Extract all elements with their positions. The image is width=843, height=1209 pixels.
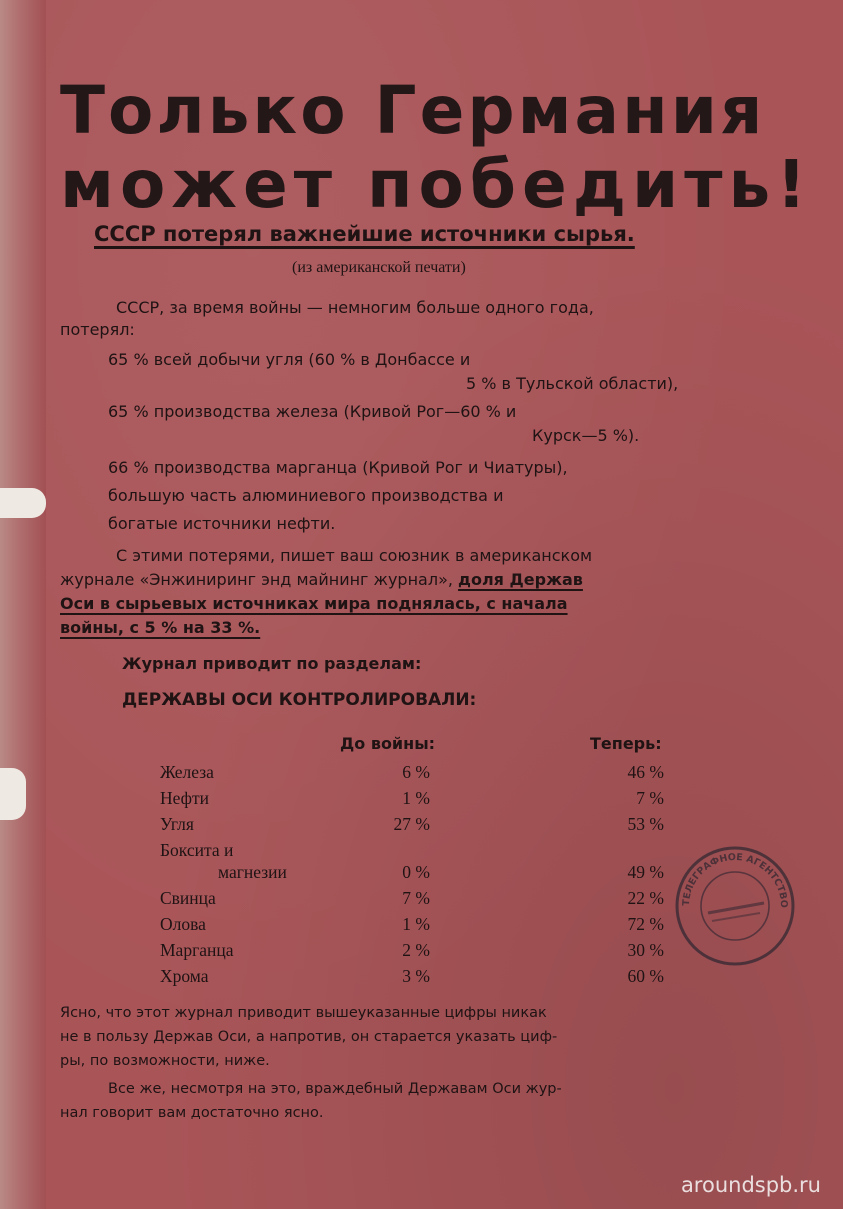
paragraph-2-line-2 <box>60 572 583 588</box>
table-row-name: Нефти <box>160 788 209 808</box>
closing-line-2: не в пользу Держав Оси, а напротив, он старается указать циф- <box>60 1029 558 1045</box>
table-row-name: Угля <box>160 814 194 834</box>
table-row-before: 7 % <box>402 888 430 908</box>
table-row-name: Олова <box>160 914 206 934</box>
table-row-name: Железа <box>160 762 214 782</box>
table-row-before: 0 % <box>402 862 430 882</box>
intro-line-2: потерял: <box>60 320 135 339</box>
paragraph-2-line-3: Оси в сырьевых источниках мира поднялась, с начала <box>60 594 568 613</box>
table-row-now: 7 % <box>636 788 664 808</box>
watermark: aroundspb.ru <box>680 1173 821 1197</box>
table-row-name: Свинца <box>160 888 216 908</box>
table-row-before: 3 % <box>402 966 430 986</box>
table-row-before: 1 % <box>402 788 430 808</box>
table-row-before: 1 % <box>402 914 430 934</box>
loss-coal-line-2: 5 % в Тульской области), <box>466 374 679 393</box>
torn-left-edge <box>0 0 46 1209</box>
journal-lead: Журнал приводит по разделам: <box>122 654 422 673</box>
table-title: ДЕРЖАВЫ ОСИ КОНТРОЛИРОВАЛИ: <box>122 690 477 710</box>
loss-oil: богатые источники нефти. <box>108 514 336 533</box>
source-note: (из американской печати) <box>292 259 466 276</box>
headline-line-2: может победить! <box>60 146 813 223</box>
table-row-now: 46 % <box>627 762 664 782</box>
paper-tear <box>0 768 26 820</box>
closing-line-1: Ясно, что этот журнал приводит вышеуказанные цифры никак <box>60 1005 547 1021</box>
ink-stamp <box>672 843 798 969</box>
ink-stamp-graphic <box>672 843 798 969</box>
paragraph-2-line-4: войны, с 5 % на 33 %. <box>60 618 261 637</box>
stamp-ring-text: ТЕЛЕГРАФНОЕ АГЕНТСТВО <box>680 851 790 909</box>
table-row-name-continued: магнезии <box>218 862 287 882</box>
paragraph-2-line-2-plain: журнале «Энжиниринг энд майнинг журнал», <box>60 570 453 589</box>
paragraph-2-line-1: С этими потерями, пишет ваш союзник в американском <box>116 546 593 565</box>
paper-tear <box>0 488 46 518</box>
loss-aluminium: большую часть алюминиевого производства и <box>108 486 504 505</box>
table-row-name: Боксита и <box>160 840 234 860</box>
loss-iron-line-1: 65 % производства железа (Кривой Рог—60 % и <box>108 402 517 421</box>
loss-iron-line-2: Курск—5 %). <box>532 426 640 445</box>
paragraph-2-line-2-underlined: доля Держав <box>458 570 583 589</box>
closing-line-3: ры, по возможности, ниже. <box>60 1053 270 1069</box>
loss-manganese: 66 % производства марганца (Кривой Рог и Чиатуры), <box>108 458 568 477</box>
intro-line-1: СССР, за время войны — немногим больше одного года, <box>116 298 594 317</box>
table-row-now: 60 % <box>627 966 664 986</box>
table-row-now: 72 % <box>627 914 664 934</box>
table-row-now: 53 % <box>627 814 664 834</box>
table-row-now: 22 % <box>627 888 664 908</box>
table-row-before: 6 % <box>402 762 430 782</box>
column-header-now: Теперь: <box>590 734 662 753</box>
table-row-now: 30 % <box>627 940 664 960</box>
closing-line-5: нал говорит вам достаточно ясно. <box>60 1105 324 1121</box>
table-row-name: Марганца <box>160 940 234 960</box>
column-header-before: До войны: <box>340 734 436 753</box>
subheading: СССР потерял важнейшие источники сырья. <box>94 222 635 246</box>
table-row-now: 49 % <box>627 862 664 882</box>
loss-coal-line-1: 65 % всей добычи угля (60 % в Донбассе и <box>108 350 471 369</box>
table-row-before: 2 % <box>402 940 430 960</box>
headline-line-1: Только Германия <box>60 72 766 149</box>
table-row-name: Хрома <box>160 966 209 986</box>
table-row-before: 27 % <box>393 814 430 834</box>
closing-line-4: Все же, несмотря на это, враждебный Державам Оси жур- <box>108 1081 562 1097</box>
